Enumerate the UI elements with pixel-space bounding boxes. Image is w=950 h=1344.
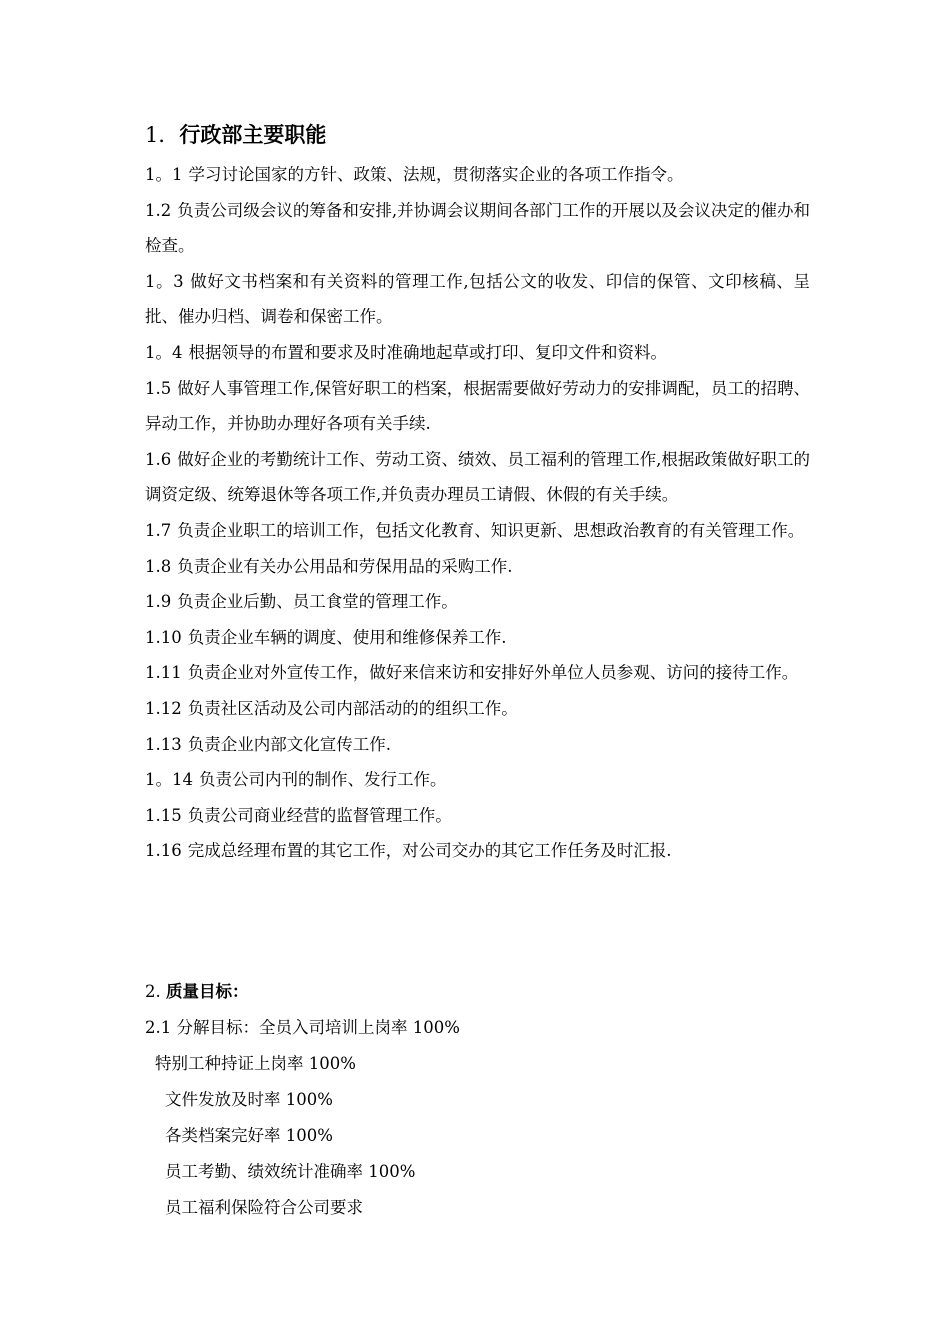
- item-number: 1.15: [145, 805, 182, 825]
- item-text: 学习讨论国家的方针、政策、法规，贯彻落实企业的各项工作指令。: [188, 165, 684, 184]
- section2-heading: [145, 974, 249, 1010]
- item-text: 根据领导的布置和要求及时准确地起草或打印、复印文件和资料。: [188, 342, 667, 362]
- item-number: 1.16: [145, 841, 182, 861]
- goal-item: 特别工种持证上岗率 100%: [155, 1054, 356, 1073]
- goal-item: 各类档案完好率 100%: [165, 1126, 333, 1145]
- item-number: 1。3: [145, 271, 184, 291]
- list-item: [145, 620, 810, 656]
- item-number: 1.7: [145, 520, 172, 540]
- list-item: [145, 335, 810, 371]
- list-item: [145, 584, 810, 620]
- list-item: [145, 513, 810, 549]
- item-text: 做好文书档案和有关资料的管理工作,包括公文的收发、印信的保管、文印核稿、呈批、催办归档、调卷和保密工作。: [145, 271, 810, 327]
- list-item: [145, 762, 810, 798]
- goal-item: 2.1 分解目标：全员入司培训上岗率 100%: [145, 1018, 460, 1037]
- list-item: [145, 727, 810, 763]
- item-number: 1.2: [145, 200, 172, 220]
- list-item: [145, 798, 810, 834]
- item-number: 1.8: [145, 556, 172, 576]
- item-number: 1.6: [145, 449, 172, 469]
- item-text: 负责企业后勤、员工食堂的管理工作。: [177, 592, 458, 612]
- item-text: 做好企业的考勤统计工作、劳动工资、绩效、员工福利的管理工作,根据政策做好职工的调资定级、统筹退休等各项工作,并负责办理员工请假、休假的有关手续。: [145, 449, 810, 505]
- goal-item: 员工福利保险符合公司要求: [165, 1198, 363, 1217]
- item-text: 负责公司级会议的筹备和安排,并协调会议期间各部门工作的开展以及会议决定的催办和检查。: [145, 200, 810, 256]
- section1-items: [145, 157, 810, 869]
- list-item: [145, 193, 810, 264]
- item-text: 负责企业对外宣传工作，做好来信来访和安排好外单位人员参观、访问的接待工作。: [187, 663, 799, 683]
- item-number: 1。4: [145, 342, 183, 362]
- item-number: 1.13: [145, 734, 182, 754]
- item-number: 1.9: [145, 592, 172, 612]
- item-number: 1.5: [145, 378, 172, 398]
- item-text: 完成总经理布置的其它工作，对公司交办的其它工作任务及时汇报.: [187, 841, 672, 861]
- goal-item: 文件发放及时率 100%: [165, 1090, 333, 1109]
- item-number: 1。14: [145, 770, 193, 790]
- item-text: 负责社区活动及公司内部活动的的组织工作。: [187, 698, 518, 718]
- item-text: 负责企业车辆的调度、使用和维修保养工作.: [187, 627, 507, 647]
- list-item: [145, 157, 810, 193]
- item-number: 1.10: [145, 627, 182, 647]
- section1-number: 1．: [145, 123, 180, 147]
- list-item: [145, 655, 810, 691]
- list-item: [145, 691, 810, 727]
- list-item: [145, 549, 810, 585]
- section2-title: 质量目标：: [166, 982, 249, 1001]
- list-item: [145, 833, 810, 869]
- list-item: [145, 264, 810, 335]
- section1-title: 行政部主要职能: [179, 123, 327, 147]
- item-number: 1.12: [145, 698, 182, 718]
- item-number: 1.11: [145, 663, 182, 683]
- section1-heading: [145, 120, 326, 150]
- item-number: 1。1: [145, 165, 183, 184]
- section2-goals: [145, 1010, 460, 1226]
- section2-number: 2.: [145, 982, 161, 1001]
- goal-item: 员工考勤、绩效统计准确率 100%: [165, 1162, 416, 1181]
- item-text: 负责公司内刊的制作、发行工作。: [199, 770, 447, 790]
- list-item: [145, 442, 810, 513]
- list-item: [145, 371, 810, 442]
- item-text: 负责公司商业经营的监督管理工作。: [187, 805, 452, 825]
- item-text: 做好人事管理工作,保管好职工的档案，根据需要做好劳动力的安排调配，员工的招聘、异动工作，并协助办理好各项有关手续.: [145, 378, 810, 434]
- item-text: 负责企业有关办公用品和劳保用品的采购工作.: [177, 556, 513, 576]
- item-text: 负责企业内部文化宣传工作.: [187, 734, 391, 754]
- item-text: 负责企业职工的培训工作，包括文化教育、知识更新、思想政治教育的有关管理工作。: [177, 520, 805, 540]
